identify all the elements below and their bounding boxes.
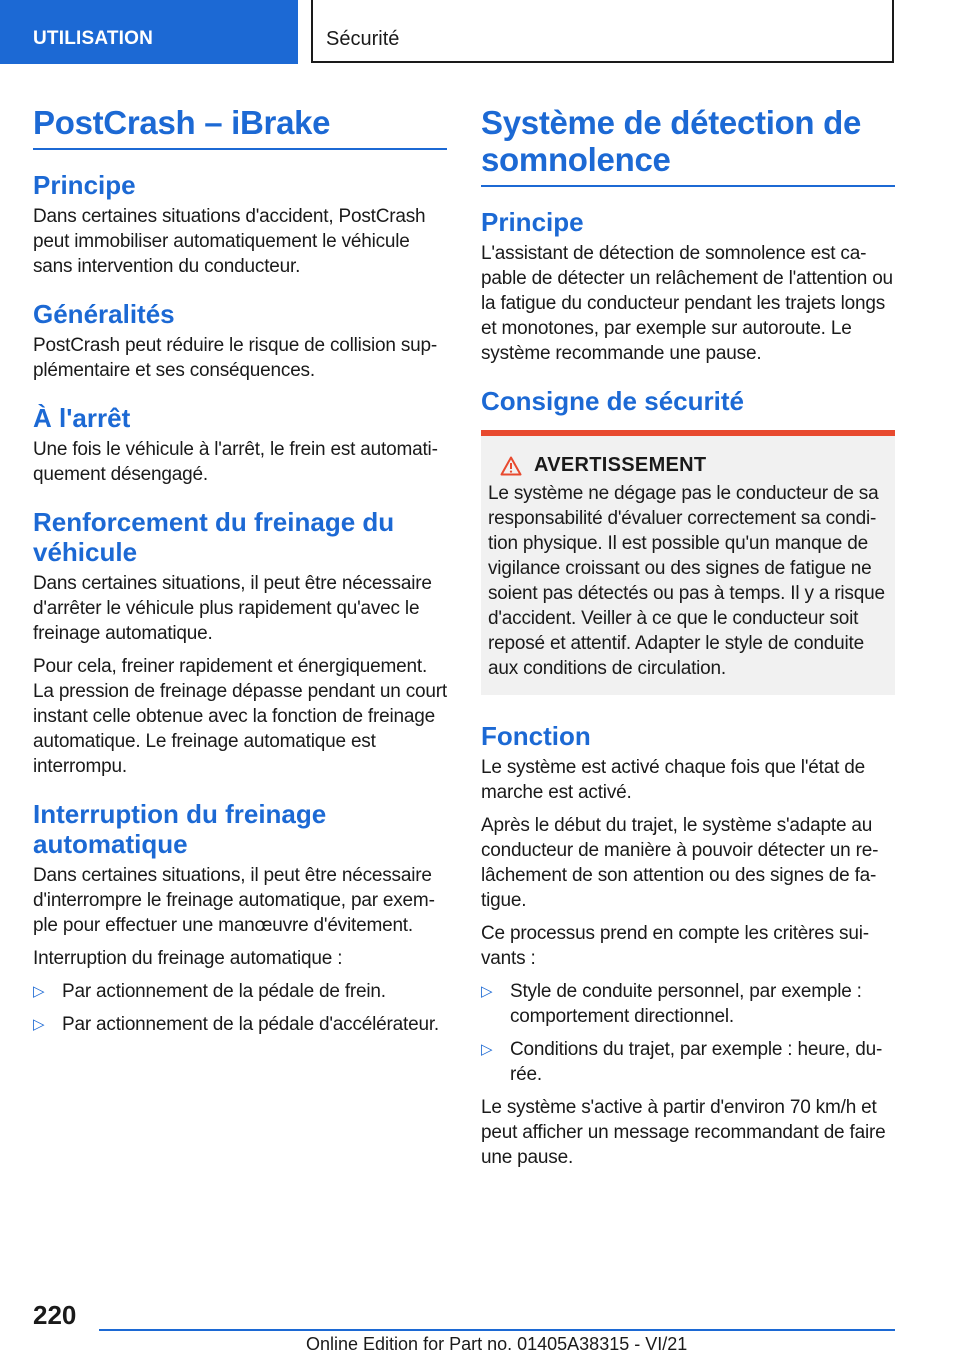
interruption-list [33, 979, 447, 1037]
list-item: ▷ Conditions du trajet, par exemple : heure, durée. [481, 1039, 883, 1085]
warning-title: AVERTISSEMENT [534, 454, 707, 476]
principe-heading: Principe [33, 170, 136, 200]
page-number: 220 [33, 1300, 77, 1330]
edition-text: Online Edition for Part no. 01405A38315 - VI/21 [306, 1334, 688, 1354]
somnolence-title: Système de détection de somnolence [481, 104, 895, 187]
renforcement-text-1: Dans certaines situations, il peut être nécessaire d'arrêter le véhicule plus rapidement qu'avec le freinage automatique. [33, 573, 432, 644]
fonction-text-4: Le système s'active à partir d'environ 70 km/h et peut afficher un message recommandant de faire une pause. [481, 1097, 886, 1168]
principe-text: Dans certaines situations d'accident, PostCrash peut immobiliser automatiquement le véhicule sans intervention du conducteur. [33, 206, 426, 277]
renforcement-text-2: Pour cela, freiner rapidement et énergiquement. La pression de freinage dépasse pendant un court instant celle obtenue avec la fonction de freinage automatique. Le freinage automatique est interrompu. [33, 656, 447, 777]
principe-text: L'assistant de détection de somnolence est capable de détecter un relâchement de l'attention ou la fatigue du conducteur pendant les trajets longs et monotones, par exemple sur autoroute. Le système recommande une pause. [481, 243, 893, 364]
section-tab-label: UTILISATION [33, 28, 154, 49]
warning-triangle-icon [500, 456, 522, 476]
list-item: ▷ Par actionnement de la pédale de frein. [33, 981, 386, 1002]
list-item: ▷ Par actionnement de la pédale d'accélérateur. [33, 1014, 439, 1035]
left-column [33, 104, 447, 1045]
fonction-text-2: Après le début du trajet, le système s'adapte au conducteur de manière à pouvoir détecter un relâchement de son attention ou des signes de fatigue. [481, 815, 879, 911]
warning-box [481, 430, 895, 695]
triangle-bullet-icon: ▷ [33, 1016, 45, 1033]
principe-heading: Principe [481, 207, 584, 237]
footer-divider [99, 1329, 895, 1331]
list-item: ▷ Style de conduite personnel, par exemple : comportement directionnel. [481, 981, 862, 1027]
generalites-text: PostCrash peut réduire le risque de collision supplémentaire et ses conséquences. [33, 335, 438, 381]
interruption-text-1: Dans certaines situations, il peut être nécessaire d'interrompre le freinage automatique, par exemple pour effectuer une manœuvre d'évitement. [33, 865, 435, 936]
chapter-tab [311, 0, 894, 63]
fonction-text-1: Le système est activé chaque fois que l'état de marche est activé. [481, 757, 865, 803]
triangle-bullet-icon: ▷ [33, 983, 45, 1000]
postcrash-title: PostCrash – iBrake [33, 104, 447, 150]
interruption-text-2: Interruption du freinage automatique : [33, 948, 343, 969]
consigne-heading: Consigne de sécurité [481, 386, 744, 416]
renforcement-heading: Renforcement du freinage du véhicule [33, 507, 395, 567]
right-column [481, 104, 895, 1178]
chapter-tab-label: Sécurité [326, 28, 400, 50]
criteria-list [481, 979, 895, 1087]
warning-header [500, 454, 888, 477]
fonction-text-3: Ce processus prend en compte les critères suivants : [481, 923, 870, 969]
arret-text: Une fois le véhicule à l'arrêt, le frein est automatiquement désengagé. [33, 439, 438, 485]
triangle-bullet-icon: ▷ [481, 983, 493, 1000]
arret-heading: À l'arrêt [33, 403, 131, 433]
warning-text: Le système ne dégage pas le conducteur de sa responsabilité d'évaluer correctement sa condition physique. Il est possible qu'un manque de vigilance croissant ou des signes de fatigue ne soient pas détectés ou pas à temps. Il y a risque d'accident. Veiller à ce que le conducteur soit reposé et attentif. Adapter le style de conduite aux conditions de circulation. [488, 483, 885, 679]
triangle-bullet-icon: ▷ [481, 1041, 493, 1058]
generalites-heading: Généralités [33, 299, 175, 329]
section-tab [0, 0, 298, 64]
fonction-heading: Fonction [481, 721, 591, 751]
interruption-heading: Interruption du freinage automatique [33, 799, 327, 859]
